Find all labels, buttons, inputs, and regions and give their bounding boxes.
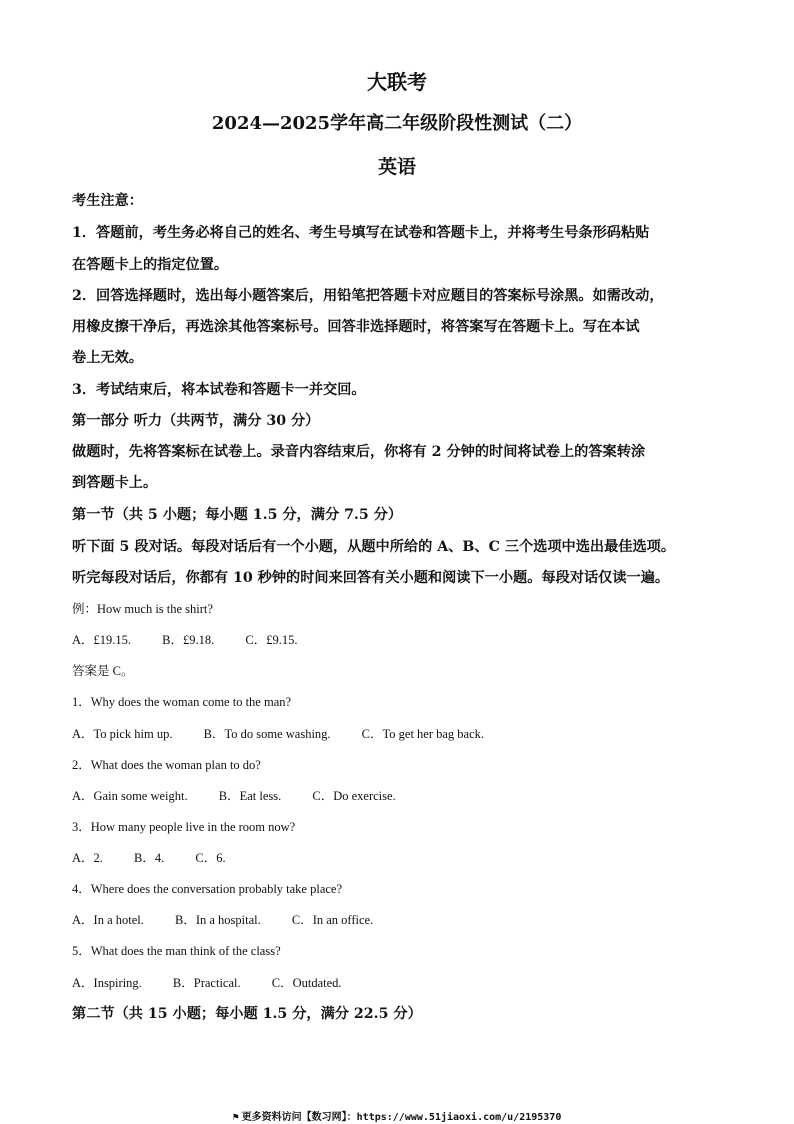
option-c: C．In an office. bbox=[291, 913, 374, 927]
option-a: A．Gain some weight. bbox=[72, 789, 188, 803]
part1-heading: 第一部分 听力（共两节，满分 30 分） bbox=[72, 413, 320, 429]
section1-heading: 第一节（共 5 小题；每小题 1.5 分，满分 7.5 分） bbox=[72, 507, 403, 523]
option-a: A．£19.15. bbox=[72, 633, 132, 647]
section1-instruction: 听下面 5 段对话。每段对话后有一个小题，从题中所给的 A、B、C 三个选项中选出最佳选项。 bbox=[72, 539, 676, 555]
example-question: 例：How much is the shirt? bbox=[72, 602, 213, 616]
question-1-options bbox=[72, 724, 484, 742]
option-c: C．Do exercise. bbox=[312, 789, 396, 803]
example-answer: 答案是 C。 bbox=[72, 664, 134, 678]
section1-instruction-cont: 听完每段对话后，你都有 10 秒钟的时间来回答有关小题和阅读下一小题。每段对话仅读一遍。 bbox=[72, 570, 670, 586]
option-a: A．2. bbox=[72, 851, 103, 865]
notice-item-2: 2．回答选择题时，选出每小题答案后，用铅笔把答题卡对应题目的答案标号涂黑。如需改动， bbox=[72, 288, 664, 304]
option-a: A．To pick him up. bbox=[72, 727, 173, 741]
question-5: 5．What does the man think of the class? bbox=[72, 944, 281, 958]
notice-item-1: 1．答题前，考生务必将自己的姓名、考生号填写在试卷和答题卡上，并将考生号条形码粘贴 bbox=[72, 225, 650, 241]
option-a: A．Inspiring. bbox=[72, 976, 142, 990]
option-a: A．In a hotel. bbox=[72, 913, 144, 927]
question-3: 3．How many people live in the room now? bbox=[72, 820, 296, 834]
notice-heading: 考生注意： bbox=[72, 193, 143, 209]
option-c: C．6. bbox=[195, 851, 226, 865]
subject-title: 英语 bbox=[377, 156, 416, 178]
option-c: C．Outdated. bbox=[271, 976, 342, 990]
question-3-options bbox=[72, 848, 226, 866]
section2-heading: 第二节（共 15 小题；每小题 1.5 分，满分 22.5 分） bbox=[72, 1006, 422, 1022]
question-2: 2．What does the woman plan to do? bbox=[72, 758, 261, 772]
part1-instruction-cont: 到答题卡上。 bbox=[72, 475, 158, 491]
option-b: B．To do some washing. bbox=[203, 727, 331, 741]
notice-item-2-cont2: 卷上无效。 bbox=[72, 350, 143, 366]
notice-item-3: 3．考试结束后，将本试卷和答题卡一并交回。 bbox=[72, 382, 366, 398]
notice-item-1-cont: 在答题卡上的指定位置。 bbox=[72, 257, 229, 273]
footer-link[interactable]: 更多资料访问【数习网】：https://www.51jiaoxi.com/u/2195370 bbox=[241, 1112, 562, 1123]
option-c: C．£9.15. bbox=[245, 633, 298, 647]
notice-item-2-cont: 用橡皮擦干净后，再选涂其他答案标号。回答非选择题时，将答案写在答题卡上。写在本试 bbox=[72, 319, 640, 335]
option-b: B．In a hospital. bbox=[174, 913, 261, 927]
exam-title: 2024—2025学年高二年级阶段性测试（二） bbox=[211, 113, 583, 134]
option-b: B．Practical. bbox=[172, 976, 241, 990]
option-b: B．4. bbox=[134, 851, 165, 865]
flag-icon: ⚑ bbox=[232, 1112, 239, 1123]
option-c: C．To get her bag back. bbox=[361, 727, 485, 741]
question-4: 4．Where does the conversation probably take place? bbox=[72, 882, 343, 896]
question-2-options bbox=[72, 786, 396, 804]
footer bbox=[0, 1108, 794, 1123]
option-b: B．Eat less. bbox=[218, 789, 282, 803]
option-b: B．£9.18. bbox=[162, 633, 215, 647]
part1-instruction: 做题时，先将答案标在试卷上。录音内容结束后，你将有 2 分钟的时间将试卷上的答案转涂 bbox=[72, 444, 646, 460]
question-4-options bbox=[72, 910, 373, 928]
question-1: 1．Why does the woman come to the man? bbox=[72, 695, 292, 709]
example-options bbox=[72, 630, 297, 648]
question-5-options bbox=[72, 973, 342, 991]
brand-title: 大联考 bbox=[367, 70, 427, 94]
